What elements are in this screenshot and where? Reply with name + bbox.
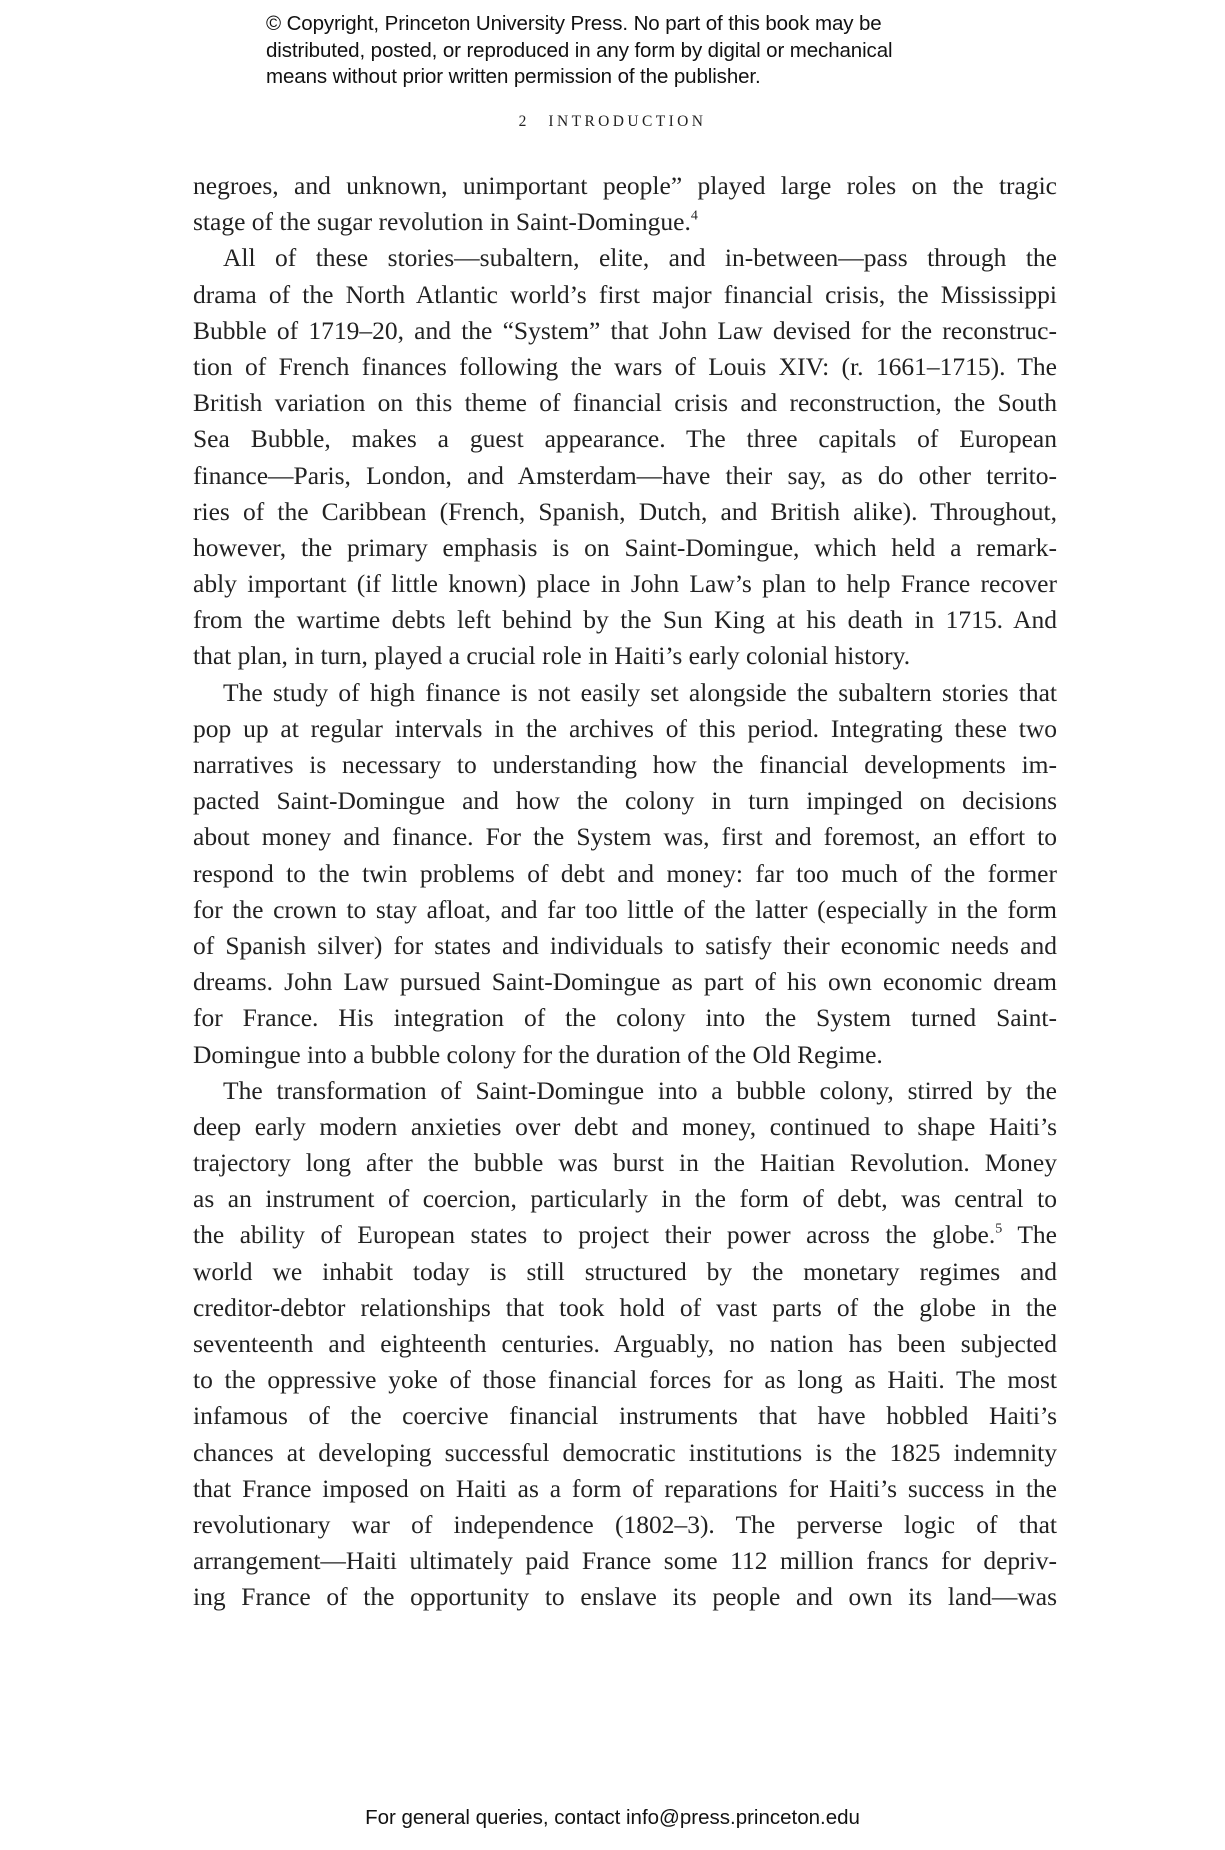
line-text: The study of high finance is not easily set alongside the subaltern stories that [223,677,1057,707]
text-line [193,711,1057,747]
line-text: ably important (if little known) place in John Law’s plan to help France recover [193,569,1057,599]
text-line [193,856,1057,892]
copyright-line: distributed, posted, or reproduced in any form by digital or mechanical [266,38,893,62]
text-line [193,494,1057,530]
copyright-notice [266,11,986,91]
body-text [193,168,1057,1616]
text-line [193,204,1057,240]
text-line [193,928,1057,964]
text-line [193,385,1057,421]
text-line [193,458,1057,494]
paragraph [193,240,1057,674]
line-text: tion of French finances following the wars of Louis XIV: (r. 1661–1715). The [193,351,1057,381]
line-text: creditor-debtor relationships that took hold of vast parts of the globe in the [193,1292,1057,1322]
footer-contact: For general queries, contact info@press.princeton.edu [365,1806,860,1829]
text-line [193,1507,1057,1543]
paragraph [193,1073,1057,1616]
paragraph [193,675,1057,1073]
text-line [193,1109,1057,1145]
footnote-marker[interactable]: 4 [690,208,698,224]
line-text: for France. His integration of the colony into the System turned Saint- [193,1003,1057,1033]
text-line [193,1543,1057,1579]
line-text: ing France of the opportunity to enslave its people and own its land—was [193,1582,1057,1612]
text-line [193,240,1057,276]
text-line [193,747,1057,783]
line-text: that France imposed on Haiti as a form of reparations for Haiti’s success in the [193,1473,1057,1503]
line-text: to the oppressive yoke of those financial forces for as long as Haiti. The most [193,1365,1057,1395]
line-text: narratives is necessary to understanding how the financial developments im- [193,750,1057,779]
line-text: arrangement—Haiti ultimately paid France some 112 million francs for depriv- [193,1546,1057,1576]
text-line [193,964,1057,1000]
footnote-marker[interactable]: 5 [995,1221,1003,1237]
text-line [193,783,1057,819]
text-line [193,1073,1057,1109]
line-text: dreams. John Law pursued Saint-Domingue as part of his own economic dream [193,967,1057,997]
line-text: stage of the sugar revolution in Saint-Domingue. [193,207,691,237]
line-text: as an instrument of coercion, particularly in the form of debt, was central to [193,1184,1057,1214]
line-text: drama of the North Atlantic world’s first major financial crisis, the Mississippi [193,279,1057,309]
line-text: for the crown to stay afloat, and far too little of the latter (especially in the form [193,894,1057,924]
paragraph [193,168,1057,240]
line-text: All of these stories—subaltern, elite, and in-between—pass through the [223,243,1057,273]
text-line [193,1145,1057,1181]
running-head [0,113,1225,131]
line-text: pacted Saint-Domingue and how the colony in turn impinged on decisions [193,786,1057,816]
copyright-line: means without prior written permission of the publisher. [266,65,761,88]
text-line [193,892,1057,928]
line-text: The [1002,1220,1057,1250]
line-text: ries of the Caribbean (French, Spanish, Dutch, and British alike). Throughout, [193,496,1057,526]
line-text: from the wartime debts left behind by the Sun King at his death in 1715. And [193,605,1057,635]
line-text: The transformation of Saint-Domingue into a bubble colony, stirred by the [223,1075,1057,1105]
line-text: negroes, and unknown, unimportant people” played large roles on the tragic [193,171,1057,200]
text-line [193,1435,1057,1471]
line-text: Domingue into a bubble colony for the duration of the Old Regime. [193,1039,883,1069]
text-line [193,277,1057,313]
copyright-line: © Copyright, Princeton University Press. No part of this book may be [266,12,882,35]
text-line [193,566,1057,602]
line-text: however, the primary emphasis is on Saint-Domingue, which held a remark- [193,532,1057,562]
text-line [193,1217,1057,1253]
text-line [193,313,1057,349]
line-text: pop up at regular intervals in the archives of this period. Integrating these two [193,713,1057,743]
line-text: British variation on this theme of financial crisis and reconstruction, the South [193,388,1057,418]
line-text: chances at developing successful democratic institutions is the 1825 indemnity [193,1437,1057,1467]
text-line [193,1362,1057,1398]
line-text: deep early modern anxieties over debt and money, continued to shape Haiti’s [193,1111,1057,1141]
text-line [193,1254,1057,1290]
line-text: infamous of the coercive financial instruments that have hobbled Haiti’s [193,1401,1057,1431]
line-text: that plan, in turn, played a crucial role in Haiti’s early colonial history. [193,641,911,671]
text-line [193,1000,1057,1036]
text-line [193,1398,1057,1434]
text-line [193,168,1057,204]
line-text: about money and finance. For the System was, first and foremost, an effort to [193,822,1057,852]
text-line [193,1326,1057,1362]
line-text: Sea Bubble, makes a guest appearance. The three capitals of European [193,424,1057,454]
section-title: INTRODUCTION [548,113,707,130]
line-text: finance—Paris, London, and Amsterdam—have their say, as do other territo- [193,460,1057,490]
text-line [193,638,1057,674]
text-line [193,1290,1057,1326]
line-text: respond to the twin problems of debt and money: far too much of the former [193,858,1057,888]
line-text: of Spanish silver) for states and individuals to satisfy their economic needs and [193,930,1057,960]
text-line [193,1579,1057,1615]
line-text: Bubble of 1719–20, and the “System” that John Law devised for the reconstruc- [193,315,1057,345]
text-line [193,675,1057,711]
line-text: revolutionary war of independence (1802–3). The perverse logic of that [193,1509,1057,1539]
text-line [193,602,1057,638]
text-line [193,1037,1057,1073]
line-text: trajectory long after the bubble was burst in the Haitian Revolution. Money [193,1148,1057,1178]
text-line [193,1471,1057,1507]
text-line [193,1181,1057,1217]
text-line [193,349,1057,385]
line-text: the ability of European states to project their power across the globe. [193,1220,996,1250]
line-text: world we inhabit today is still structured by the monetary regimes and [193,1256,1057,1286]
text-line [193,819,1057,855]
page-number: 2 [518,113,527,130]
text-line [193,421,1057,457]
text-line [193,530,1057,566]
line-text: seventeenth and eighteenth centuries. Arguably, no nation has been subjected [193,1329,1057,1358]
